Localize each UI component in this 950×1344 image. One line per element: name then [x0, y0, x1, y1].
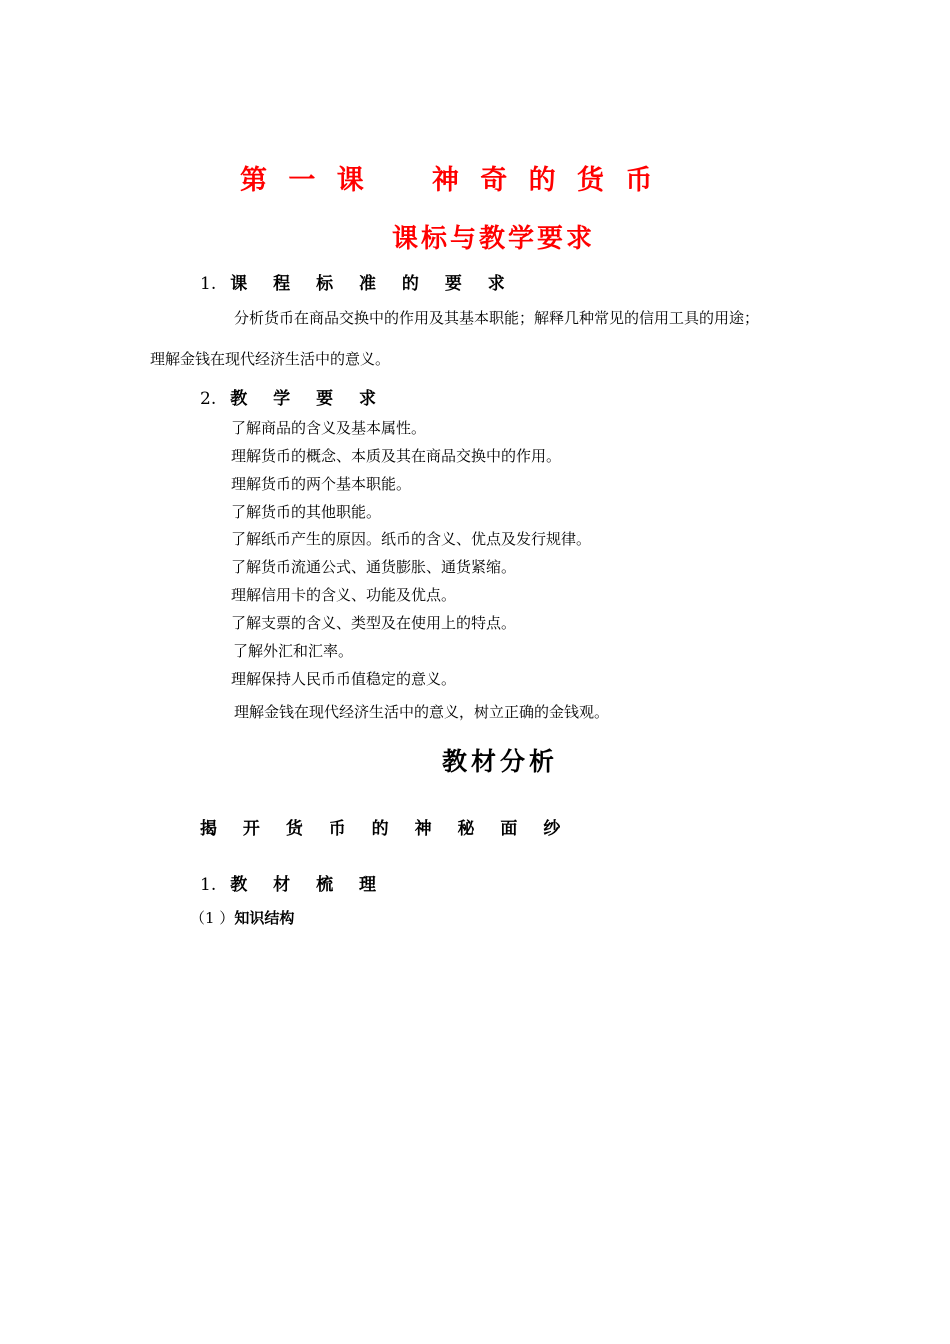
requirement-item: 理解保持人民币币值稳定的意义。	[231, 670, 457, 688]
section-title: 教 学 要 求	[230, 389, 386, 409]
section-number: 1.	[200, 875, 217, 895]
section-number: 1.	[200, 274, 217, 294]
requirement-item: 理解金钱在现代经济生活中的意义，树立正确的金钱观。	[234, 703, 610, 721]
standards-paragraph-line-2: 理解金钱在现代经济生活中的意义。	[150, 350, 391, 368]
section-title: 教 材 梳 理	[230, 875, 386, 895]
requirement-item: 了解外汇和汇率。	[233, 642, 354, 660]
analysis-heading: 教材分析	[442, 747, 559, 776]
section-heading-requirements	[200, 384, 386, 409]
subsection-number: （1 ）	[190, 909, 235, 927]
lesson-name: 神 奇 的 货 币	[431, 165, 659, 196]
requirement-item: 了解货币流通公式、通货膨胀、通货紧缩。	[231, 558, 517, 576]
requirement-item: 了解商品的含义及基本属性。	[231, 419, 427, 437]
requirement-item: 了解货币的其他职能。	[231, 503, 382, 521]
requirement-item: 了解支票的含义、类型及在使用上的特点。	[231, 614, 517, 632]
requirement-item: 理解货币的两个基本职能。	[231, 475, 412, 493]
section-heading-standards	[200, 269, 515, 294]
requirement-item: 理解信用卡的含义、功能及优点。	[231, 586, 457, 604]
standards-paragraph-line-1: 分析货币在商品交换中的作用及其基本职能；解释几种常见的信用工具的用途；	[234, 309, 760, 327]
knowledge-structure-heading	[190, 907, 294, 928]
requirement-item: 理解货币的概念、本质及其在商品交换中的作用。	[231, 447, 562, 465]
section-title: 课 程 标 准 的 要 求	[230, 274, 515, 294]
requirement-item: 了解纸币产生的原因。纸币的含义、优点及发行规律。	[231, 530, 592, 548]
lesson-title	[240, 158, 658, 197]
unit-heading: 揭 开 货 币 的 神 秘 面 纱	[200, 819, 571, 839]
subtitle-heading: 课标与教学要求	[392, 224, 596, 254]
section-heading-material	[200, 870, 386, 895]
lesson-number: 第 一 课	[240, 165, 370, 196]
section-number: 2.	[200, 389, 217, 409]
subsection-label: 知识结构	[234, 909, 295, 927]
